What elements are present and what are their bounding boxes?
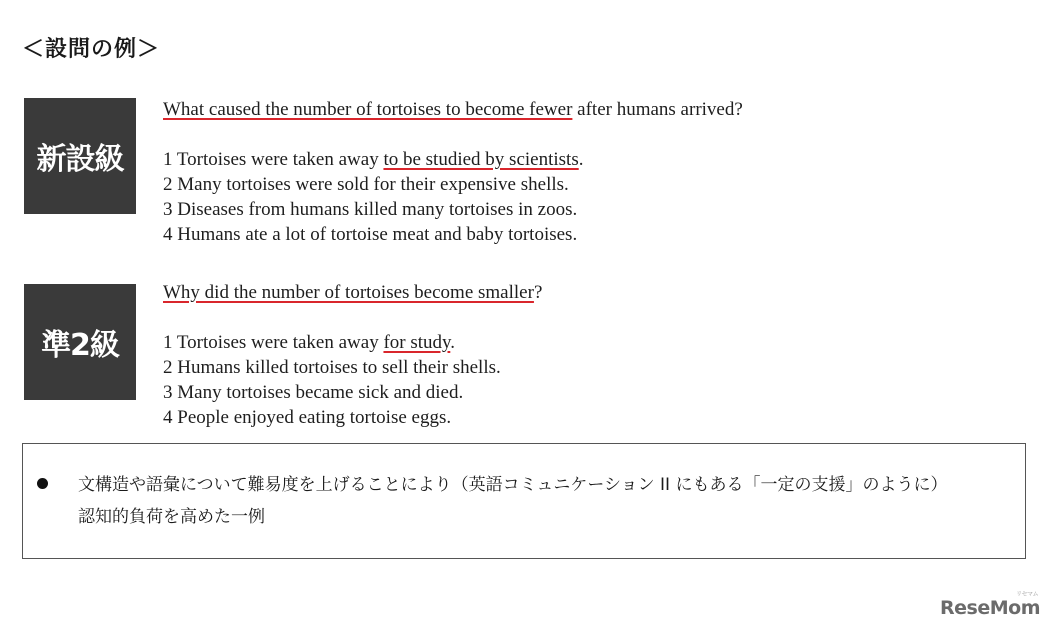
question-block-jun2 <box>163 280 542 430</box>
option-3: 3 Many tortoises became sick and died. <box>163 382 464 403</box>
note-text <box>78 469 947 533</box>
option-4: 4 People enjoyed eating tortoise eggs. <box>163 407 452 428</box>
question-rest: after humans arrived? <box>572 99 743 120</box>
option-1: 1 Tortoises were taken away to be studied by scientists. <box>163 149 584 170</box>
page-title: ＜設問の例＞ <box>22 37 161 62</box>
option-2: 2 Many tortoises were sold for their expensive shells. <box>163 174 569 195</box>
option-4: 4 Humans ate a lot of tortoise meat and baby tortoises. <box>163 224 578 245</box>
question-underlined: Why did the number of tortoises become smaller <box>163 282 534 303</box>
note-line-2: 認知的負荷を高めた一例 <box>78 507 265 527</box>
note-line-1: 文構造や語彙について難易度を上げることにより（英語コミュニケーション II にもある「一定の支援」のように） <box>78 475 948 495</box>
option-3: 3 Diseases from humans killed many tortoises in zoos. <box>163 199 578 220</box>
option-1: 1 Tortoises were taken away for study. <box>163 332 456 353</box>
question-text <box>163 97 743 123</box>
question-underlined: What caused the number of tortoises to become fewer <box>163 99 573 120</box>
question-block-shin <box>163 97 743 247</box>
resemom-logo: ReseMom リセマム <box>940 591 1040 619</box>
bullet-icon <box>37 478 48 489</box>
level-badge-shin: 新設級 <box>24 98 136 214</box>
question-rest: ? <box>533 282 543 303</box>
level-badge-jun2: 準2級 <box>24 284 136 400</box>
question-text <box>163 280 542 306</box>
option-2: 2 Humans killed tortoises to sell their shells. <box>163 357 501 378</box>
note-box <box>22 443 1026 559</box>
